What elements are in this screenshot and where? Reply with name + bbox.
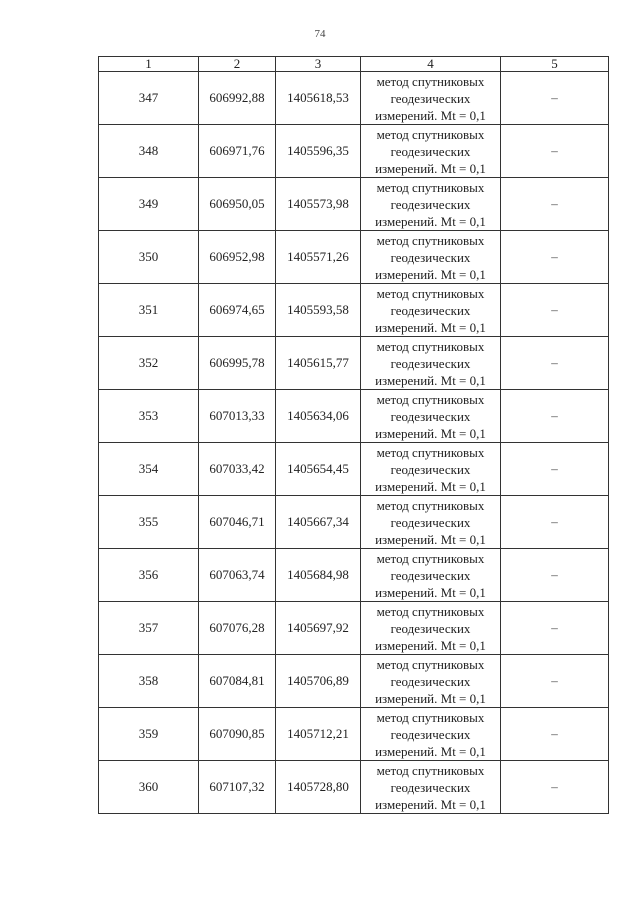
column-header: 4 — [361, 57, 501, 72]
y-coordinate-cell: 1405684,98 — [276, 549, 361, 602]
method-cell — [361, 602, 501, 655]
note-cell: – — [501, 337, 609, 390]
note-cell: – — [501, 496, 609, 549]
method-line: метод спутниковых — [376, 550, 485, 566]
method-line: измерений. Mt = 0,1 — [375, 584, 486, 600]
method-cell — [361, 390, 501, 443]
method-line: измерений. Mt = 0,1 — [375, 690, 486, 706]
table-row — [99, 337, 609, 390]
column-header: 5 — [501, 57, 609, 72]
method-cell — [361, 337, 501, 390]
note-cell: – — [501, 761, 609, 814]
column-header: 1 — [99, 57, 199, 72]
note-cell: – — [501, 231, 609, 284]
method-cell — [361, 72, 501, 125]
method-line: геодезических — [390, 355, 471, 371]
point-number-cell: 355 — [99, 496, 199, 549]
method-cell — [361, 125, 501, 178]
y-coordinate-cell: 1405615,77 — [276, 337, 361, 390]
y-coordinate-cell: 1405654,45 — [276, 443, 361, 496]
y-coordinate-cell: 1405712,21 — [276, 708, 361, 761]
page-number: 74 — [314, 28, 326, 40]
method-line: геодезических — [390, 249, 471, 265]
method-line: геодезических — [390, 514, 471, 530]
table-row — [99, 178, 609, 231]
method-cell — [361, 231, 501, 284]
column-header: 3 — [276, 57, 361, 72]
table-row — [99, 655, 609, 708]
y-coordinate-cell: 1405728,80 — [276, 761, 361, 814]
method-line: метод спутниковых — [376, 179, 485, 195]
method-line: измерений. Mt = 0,1 — [375, 531, 486, 547]
method-line: измерений. Mt = 0,1 — [375, 796, 486, 812]
method-line: геодезических — [390, 408, 471, 424]
method-line: геодезических — [390, 779, 471, 795]
x-coordinate-cell: 606952,98 — [199, 231, 276, 284]
x-coordinate-cell: 606971,76 — [199, 125, 276, 178]
method-line: измерений. Mt = 0,1 — [375, 213, 486, 229]
y-coordinate-cell: 1405706,89 — [276, 655, 361, 708]
note-cell: – — [501, 178, 609, 231]
method-line: метод спутниковых — [376, 497, 485, 513]
method-line: метод спутниковых — [376, 73, 485, 89]
point-number-cell: 347 — [99, 72, 199, 125]
method-line: метод спутниковых — [376, 762, 485, 778]
y-coordinate-cell: 1405618,53 — [276, 72, 361, 125]
table-row — [99, 602, 609, 655]
method-line: измерений. Mt = 0,1 — [375, 107, 486, 123]
note-cell: – — [501, 284, 609, 337]
y-coordinate-cell: 1405596,35 — [276, 125, 361, 178]
column-header: 2 — [199, 57, 276, 72]
table-header-row — [99, 57, 609, 72]
point-number-cell: 357 — [99, 602, 199, 655]
y-coordinate-cell: 1405573,98 — [276, 178, 361, 231]
point-number-cell: 348 — [99, 125, 199, 178]
note-cell: – — [501, 549, 609, 602]
x-coordinate-cell: 607076,28 — [199, 602, 276, 655]
method-line: измерений. Mt = 0,1 — [375, 160, 486, 176]
method-line: измерений. Mt = 0,1 — [375, 637, 486, 653]
method-cell — [361, 549, 501, 602]
point-number-cell: 360 — [99, 761, 199, 814]
note-cell: – — [501, 390, 609, 443]
point-number-cell: 359 — [99, 708, 199, 761]
method-line: измерений. Mt = 0,1 — [375, 478, 486, 494]
point-number-cell: 354 — [99, 443, 199, 496]
x-coordinate-cell: 607033,42 — [199, 443, 276, 496]
method-line: метод спутниковых — [376, 126, 485, 142]
point-number-cell: 358 — [99, 655, 199, 708]
y-coordinate-cell: 1405667,34 — [276, 496, 361, 549]
note-cell: – — [501, 655, 609, 708]
point-number-cell: 352 — [99, 337, 199, 390]
method-line: метод спутниковых — [376, 603, 485, 619]
method-line: геодезических — [390, 90, 471, 106]
method-line: метод спутниковых — [376, 444, 485, 460]
x-coordinate-cell: 606995,78 — [199, 337, 276, 390]
table-row — [99, 443, 609, 496]
method-line: геодезических — [390, 461, 471, 477]
y-coordinate-cell: 1405697,92 — [276, 602, 361, 655]
x-coordinate-cell: 607013,33 — [199, 390, 276, 443]
y-coordinate-cell: 1405571,26 — [276, 231, 361, 284]
note-cell: – — [501, 72, 609, 125]
method-line: метод спутниковых — [376, 285, 485, 301]
table-row — [99, 284, 609, 337]
table-row — [99, 496, 609, 549]
y-coordinate-cell: 1405634,06 — [276, 390, 361, 443]
method-line: измерений. Mt = 0,1 — [375, 266, 486, 282]
table-row — [99, 72, 609, 125]
method-line: метод спутниковых — [376, 232, 485, 248]
method-cell — [361, 761, 501, 814]
method-line: метод спутниковых — [376, 709, 485, 725]
method-cell — [361, 284, 501, 337]
note-cell: – — [501, 443, 609, 496]
method-line: геодезических — [390, 302, 471, 318]
point-number-cell: 350 — [99, 231, 199, 284]
point-number-cell: 356 — [99, 549, 199, 602]
note-cell: – — [501, 602, 609, 655]
x-coordinate-cell: 606974,65 — [199, 284, 276, 337]
method-line: метод спутниковых — [376, 656, 485, 672]
point-number-cell: 351 — [99, 284, 199, 337]
method-line: метод спутниковых — [376, 391, 485, 407]
x-coordinate-cell: 606992,88 — [199, 72, 276, 125]
method-cell — [361, 496, 501, 549]
x-coordinate-cell: 607046,71 — [199, 496, 276, 549]
method-line: геодезических — [390, 673, 471, 689]
method-line: геодезических — [390, 726, 471, 742]
table-row — [99, 708, 609, 761]
table-row — [99, 390, 609, 443]
y-coordinate-cell: 1405593,58 — [276, 284, 361, 337]
method-cell — [361, 708, 501, 761]
method-line: измерений. Mt = 0,1 — [375, 319, 486, 335]
method-cell — [361, 443, 501, 496]
x-coordinate-cell: 607084,81 — [199, 655, 276, 708]
note-cell: – — [501, 708, 609, 761]
table-row — [99, 231, 609, 284]
method-line: геодезических — [390, 620, 471, 636]
method-cell — [361, 655, 501, 708]
method-line: измерений. Mt = 0,1 — [375, 743, 486, 759]
note-cell: – — [501, 125, 609, 178]
table-row — [99, 549, 609, 602]
method-line: метод спутниковых — [376, 338, 485, 354]
x-coordinate-cell: 607090,85 — [199, 708, 276, 761]
method-cell — [361, 178, 501, 231]
point-number-cell: 349 — [99, 178, 199, 231]
method-line: измерений. Mt = 0,1 — [375, 425, 486, 441]
method-line: геодезических — [390, 143, 471, 159]
table-row — [99, 761, 609, 814]
method-line: измерений. Mt = 0,1 — [375, 372, 486, 388]
x-coordinate-cell: 607063,74 — [199, 549, 276, 602]
x-coordinate-cell: 606950,05 — [199, 178, 276, 231]
point-number-cell: 353 — [99, 390, 199, 443]
method-line: геодезических — [390, 196, 471, 212]
x-coordinate-cell: 607107,32 — [199, 761, 276, 814]
method-line: геодезических — [390, 567, 471, 583]
coordinates-table — [98, 56, 609, 814]
table-row — [99, 125, 609, 178]
